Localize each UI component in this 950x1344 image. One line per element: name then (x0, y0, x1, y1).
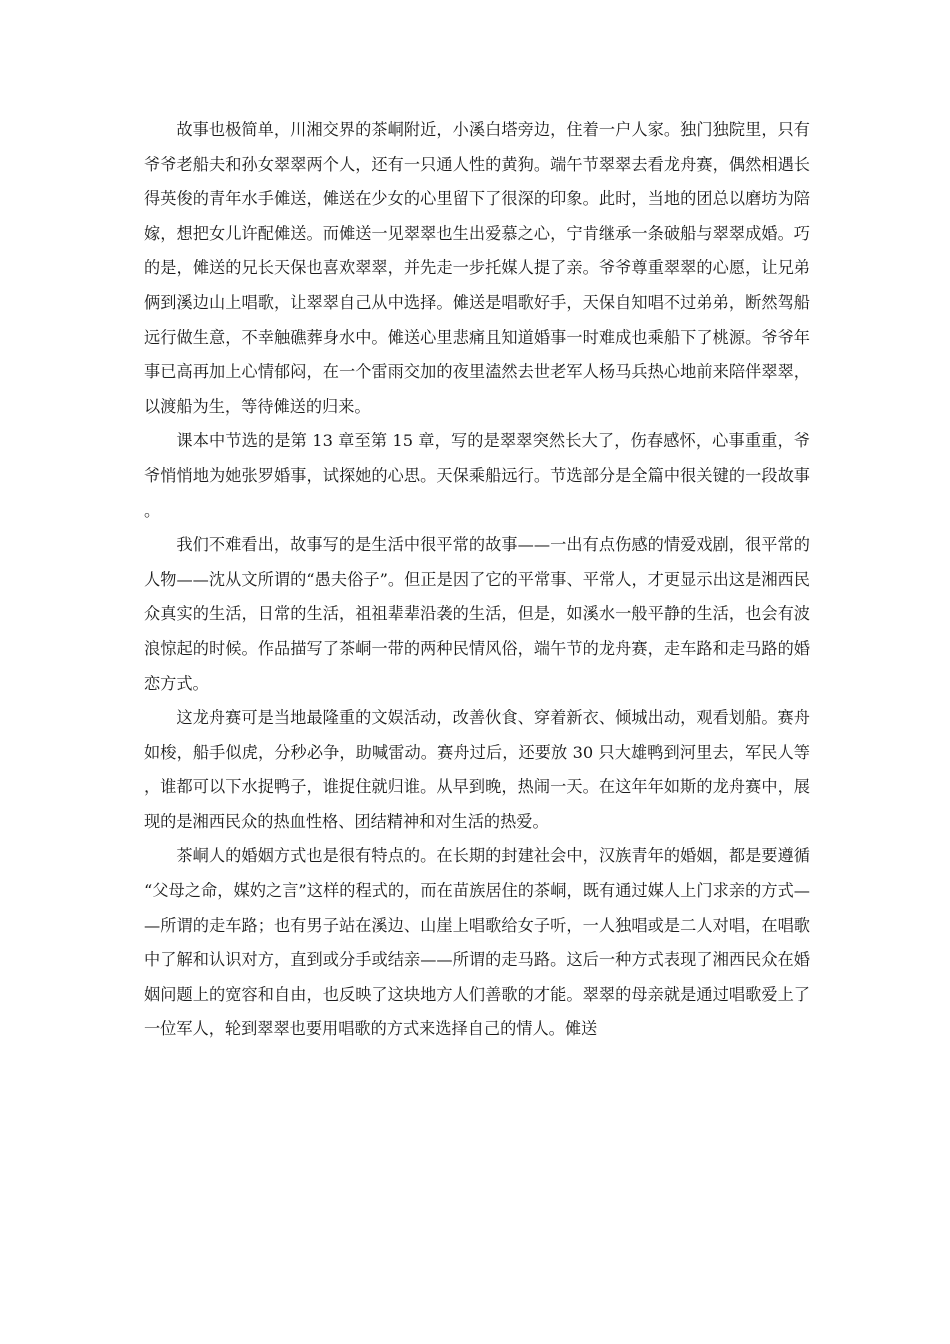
paragraph-story-summary: 故事也极简单，川湘交界的茶峒附近，小溪白塔旁边，住着一户人家。独门独院里，只有爷爷老船夫和孙女翠翠两个人，还有一只通人性的黄狗。端午节翠翠去看龙舟赛，偶然相遇长得英俊的青年水手傩送，傩送在少女的心里留下了很深的印象。此时，当地的团总以磨坊为陪嫁，想把女儿许配傩送。而傩送一见翠翠也生出爱慕之心，宁肯继承一条破船与翠翠成婚。巧的是，傩送的兄长天保也喜欢翠翠，并先走一步托媒人提了亲。爷爷尊重翠翠的心愿，让兄弟俩到溪边山上唱歌，让翠翠自己从中选择。傩送是唱歌好手，天保自知唱不过弟弟，断然驾船远行做生意，不幸触礁葬身水中。傩送心里悲痛且知道婚事一时难成也乘船下了桃源。爷爷年事已高再加上心情郁闷，在一个雷雨交加的夜里溘然去世老军人杨马兵热心地前来陪伴翠翠，以渡船为生，等待傩送的归来。 (144, 120, 810, 416)
paragraph-dragon-boat-race: 这龙舟赛可是当地最隆重的文娱活动，改善伙食、穿着新衣、倾城出动，观看划船。赛舟如梭，船手似虎，分秒必争，助喊雷动。赛舟过后，还要放 30 只大雄鸭到河里去，军民人等，谁都可以下水捉鸭子，谁捉住就归谁。从早到晚，热闹一天。在这年年如斯的龙舟赛中，展现的是湘西民众的热血性格、团结精神和对生活的热爱。 (144, 708, 810, 831)
paragraph-ordinary-life: 我们不难看出，故事写的是生活中很平常的故事——一出有点伤感的情爱戏剧，很平常的人物——沈从文所谓的“愚夫俗子”。但正是因了它的平常事、平常人，才更显示出这是湘西民众真实的生活，日常的生活，祖祖辈辈沿袭的生活，但是，如溪水一般平静的生活，也会有波浪惊起的时候。作品描写了茶峒一带的两种民情风俗，端午节的龙舟赛，走车路和走马路的婚恋方式。 (144, 535, 810, 693)
paragraph-textbook-excerpt: 课本中节选的是第 13 章至第 15 章，写的是翠翠突然长大了，伤春感怀，心事重重，爷爷悄悄地为她张罗婚事，试探她的心思。天保乘船远行。节选部分是全篇中很关键的一段故事。 (144, 431, 810, 520)
paragraph-marriage-customs: 茶峒人的婚姻方式也是很有特点的。在长期的封建社会中，汉族青年的婚姻，都是要遵循“父母之命，媒妁之言”这样的程式的，而在苗族居住的茶峒，既有通过媒人上门求亲的方式——所谓的走车路；也有男子站在溪边、山崖上唱歌给女子听，一人独唱或是二人对唱，在唱歌中了解和认识对方，直到或分手或结亲——所谓的走马路。这后一种方式表现了湘西民众在婚姻问题上的宽容和自由，也反映了这块地方人们善歌的才能。翠翠的母亲就是通过唱歌爱上了一位军人，轮到翠翠也要用唱歌的方式来选择自己的情人。傩送 (144, 846, 810, 1039)
document-page (144, 113, 810, 1047)
